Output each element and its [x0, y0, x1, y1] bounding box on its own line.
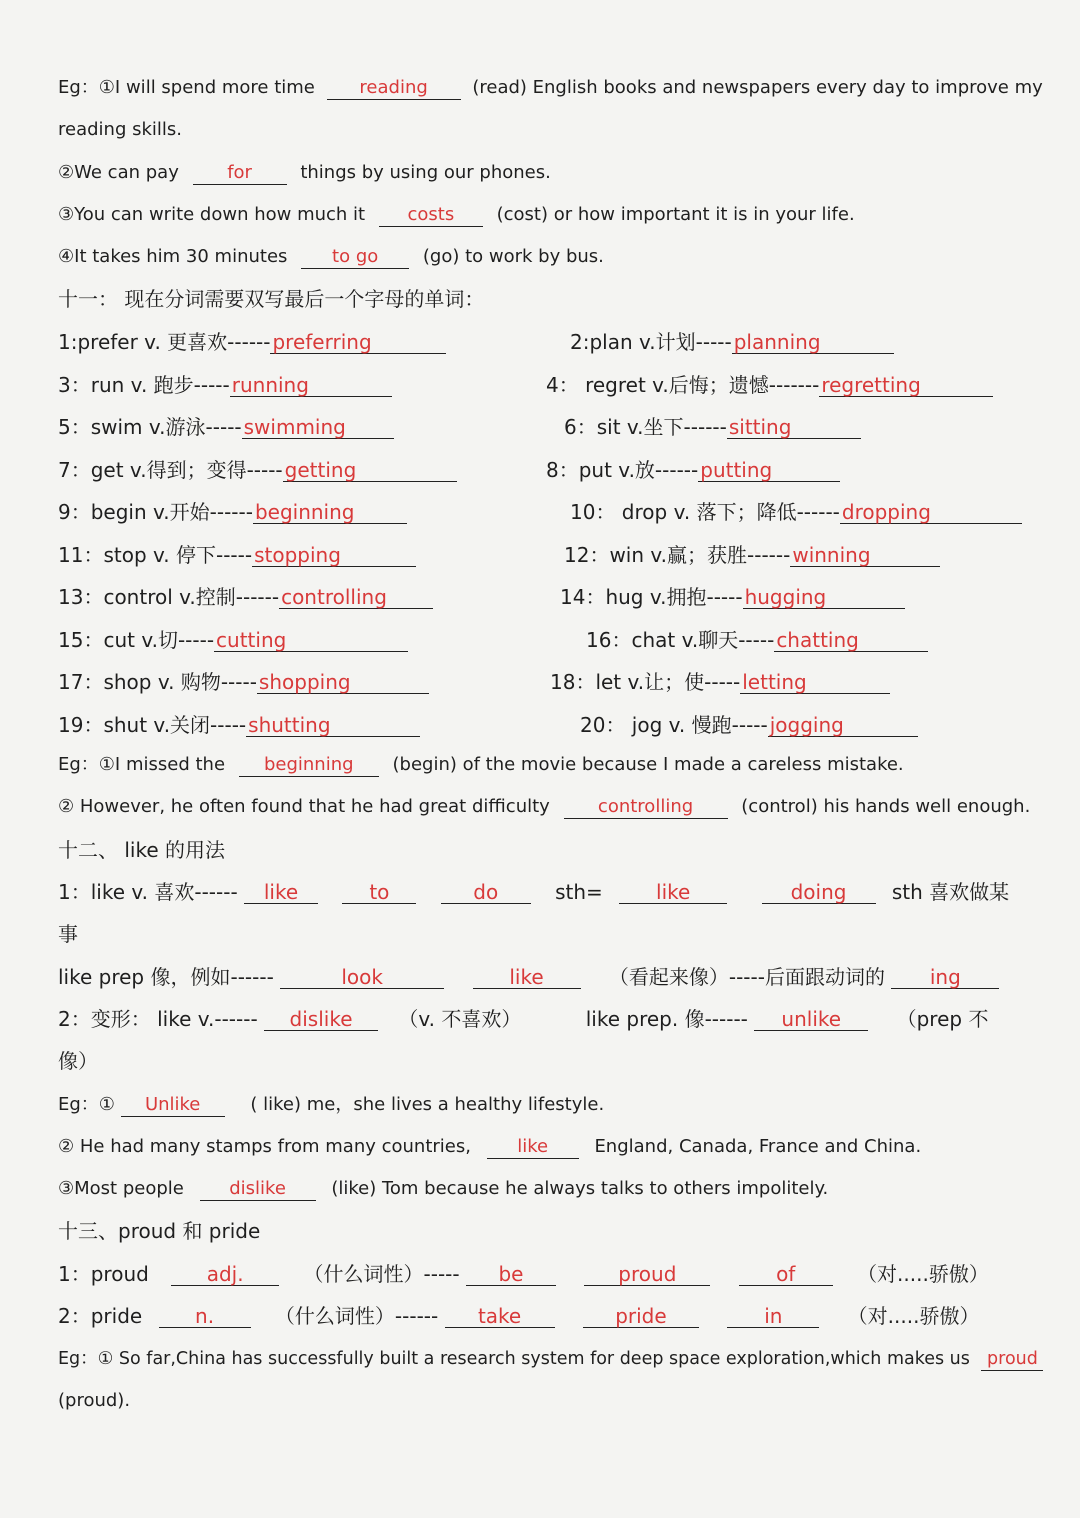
- word-entry: [570, 500, 1022, 524]
- word-entry: [58, 458, 457, 482]
- row-text: （对.....骄傲）: [847, 1304, 980, 1328]
- word-entry: [586, 628, 928, 652]
- sentence-text: Eg：① So far,China has successfully built a research system for deep space exploration,which makes us: [58, 1349, 970, 1369]
- word-label: 1:prefer v. 更喜欢------: [58, 330, 271, 354]
- word-entry: [560, 585, 905, 609]
- example-sentence: [58, 1093, 604, 1117]
- answer-blank: beginning: [253, 501, 407, 524]
- sentence-text: ④It takes him 30 minutes: [58, 246, 288, 267]
- answer-blank: jogging: [768, 714, 918, 737]
- word-entry: [564, 543, 940, 567]
- answer-blank: swimming: [242, 416, 394, 439]
- answer-blank: n.: [159, 1305, 251, 1328]
- word-entry: [58, 543, 416, 567]
- row-text: （什么词性）------: [274, 1304, 439, 1328]
- word-entry: [546, 458, 840, 482]
- answer-blank: cutting: [214, 629, 408, 652]
- sentence-text: (like) Tom because he always talks to others impolitely.: [331, 1178, 829, 1199]
- sentence-text: (cost) or how important it is in your life.: [496, 204, 855, 225]
- sentence-text: ② However, he often found that he had great difficulty: [58, 796, 550, 817]
- answer-blank: controlling: [279, 586, 433, 609]
- sentence-text: ②We can pay: [58, 162, 179, 183]
- answer-blank: unlike: [754, 1008, 868, 1031]
- word-entry: [564, 415, 861, 439]
- word-label: 5：swim v.游泳-----: [58, 415, 242, 439]
- answer-blank: in: [727, 1305, 819, 1328]
- row-label: 2：变形： like v.------: [58, 1007, 258, 1031]
- word-entry: [58, 670, 429, 694]
- answer-blank: ing: [891, 966, 999, 989]
- row-text: （看起来像）-----后面跟动词的: [608, 965, 885, 989]
- row-label: like prep. 像------: [585, 1007, 748, 1031]
- row-label: 1：proud: [58, 1262, 149, 1286]
- row-label: 1：like v. 喜欢------: [58, 880, 238, 904]
- sentence-text: Eg：①I missed the: [58, 754, 226, 775]
- word-label: 3：run v. 跑步-----: [58, 372, 230, 397]
- answer-blank: for: [193, 162, 287, 185]
- word-label: 18：let v.让；使-----: [550, 670, 741, 694]
- example-sentence: [58, 795, 1030, 819]
- answer-blank: look: [280, 966, 444, 989]
- section-heading: 十三、proud 和 pride: [58, 1219, 261, 1243]
- word-label: 11：stop v. 停下-----: [58, 542, 253, 567]
- answer-blank: hugging: [743, 586, 905, 609]
- answer-blank: stopping: [252, 544, 416, 567]
- answer-blank: regretting: [819, 374, 993, 397]
- answer-blank: shutting: [246, 714, 420, 737]
- word-label: 12：win v.赢；获胜------: [564, 542, 791, 567]
- sentence-text: ③Most people: [58, 1178, 184, 1199]
- answer-blank: adj.: [171, 1263, 279, 1286]
- word-entry: [58, 500, 407, 524]
- example-sentence: [58, 753, 904, 777]
- section-heading: 十二、 like 的用法: [58, 838, 226, 862]
- word-label: 4： regret v.后悔；遗憾-------: [546, 372, 820, 397]
- answer-blank: be: [466, 1263, 556, 1286]
- word-entry: [58, 330, 446, 354]
- example-sentence: [58, 76, 1043, 100]
- word-label: 2:plan v.计划-----: [570, 330, 732, 354]
- sentence-text: England, Canada, France and China.: [594, 1136, 922, 1157]
- word-entry: [58, 415, 394, 439]
- word-label: 7：get v.得到；变得-----: [58, 457, 283, 482]
- sentence-text: Eg：①I will spend more time: [58, 77, 315, 98]
- word-entry: [58, 373, 392, 397]
- section-heading: 十一： 现在分词需要双写最后一个字母的单词：: [58, 287, 485, 311]
- answer-blank: winning: [790, 544, 940, 567]
- word-entry: [58, 713, 420, 737]
- sentence-text: (control) his hands well enough.: [741, 796, 1031, 817]
- word-label: 8：put v.放------: [546, 457, 699, 482]
- row-continuation: 像）: [58, 1049, 98, 1073]
- answer-blank: like: [487, 1136, 579, 1159]
- answer-blank: like: [244, 881, 318, 904]
- answer-blank: doing: [762, 881, 876, 904]
- row-label: 2：pride: [58, 1304, 143, 1328]
- example-sentence: [58, 203, 855, 227]
- answer-blank: sitting: [727, 416, 861, 439]
- answer-blank: to: [342, 881, 416, 904]
- answer-blank: dislike: [200, 1178, 316, 1201]
- word-label: 13：control v.控制------: [58, 585, 280, 609]
- word-label: 19：shut v.关闭-----: [58, 712, 247, 737]
- answer-blank: getting: [283, 459, 457, 482]
- word-label: 15：cut v.切-----: [58, 627, 215, 652]
- answer-blank: of: [739, 1263, 833, 1286]
- answer-blank: running: [230, 374, 392, 397]
- answer-blank: beginning: [239, 754, 379, 777]
- example-sentence: [58, 1177, 828, 1201]
- word-entry: [570, 330, 894, 354]
- word-entry: [58, 585, 433, 609]
- row-text: （v. 不喜欢）: [398, 1007, 522, 1031]
- answer-blank: shopping: [257, 671, 429, 694]
- row-text: （对.....骄傲）: [857, 1262, 989, 1286]
- word-entry: [58, 628, 408, 652]
- example-sentence: [58, 1135, 921, 1159]
- word-label: 6：sit v.坐下------: [564, 415, 727, 439]
- answer-blank: to go: [301, 246, 409, 269]
- sentence-text: ③You can write down how much it: [58, 204, 366, 225]
- word-label: 20： jog v. 慢跑-----: [580, 712, 768, 737]
- word-label: 14：hug v.拥抱-----: [560, 585, 743, 609]
- word-label: 17：shop v. 购物-----: [58, 670, 257, 694]
- answer-blank: pride: [583, 1305, 699, 1328]
- word-label: 16：chat v.聊天-----: [586, 627, 775, 652]
- answer-blank: putting: [698, 459, 840, 482]
- sentence-continuation: (proud).: [58, 1390, 131, 1411]
- answer-blank: chatting: [774, 629, 928, 652]
- usage-row: [58, 965, 999, 989]
- word-label: 10： drop v. 落下；降低------: [570, 500, 840, 524]
- sentence-text: Eg：①: [58, 1094, 115, 1115]
- answer-blank: like: [473, 966, 581, 989]
- example-sentence: [58, 245, 604, 269]
- sentence-text: (read) English books and newspapers every day to improve my: [472, 77, 1043, 98]
- row-text: （prep 不: [896, 1007, 989, 1031]
- usage-row: [58, 1304, 979, 1328]
- row-text: sth 喜欢做某: [891, 880, 1010, 904]
- answer-blank: costs: [379, 204, 483, 227]
- answer-blank: controlling: [564, 796, 728, 819]
- answer-blank: letting: [740, 671, 890, 694]
- answer-blank: Unlike: [121, 1094, 225, 1117]
- usage-row: [58, 1262, 989, 1286]
- row-text: （什么词性）-----: [303, 1262, 460, 1286]
- word-label: 9：begin v.开始------: [58, 500, 253, 524]
- example-sentence: [58, 161, 551, 185]
- row-continuation: 事: [58, 922, 78, 946]
- row-text: sth=: [555, 880, 603, 904]
- word-entry: [580, 713, 918, 737]
- answer-blank: do: [441, 881, 531, 904]
- answer-blank: planning: [732, 331, 894, 354]
- sentence-text: (go) to work by bus.: [422, 246, 604, 267]
- usage-row: [58, 880, 1009, 904]
- answer-blank: dislike: [264, 1008, 378, 1031]
- answer-blank: reading: [327, 77, 461, 100]
- example-sentence: [58, 1347, 1043, 1371]
- sentence-text: ② He had many stamps from many countries,: [58, 1136, 471, 1157]
- sentence-text: ( like) me，she lives a healthy lifestyle.: [250, 1094, 605, 1115]
- usage-row: [58, 1007, 988, 1031]
- answer-blank: proud: [981, 1348, 1043, 1371]
- row-label: like prep 像，例如------: [58, 965, 274, 989]
- answer-blank: dropping: [840, 501, 1022, 524]
- answer-blank: proud: [584, 1263, 710, 1286]
- sentence-text: (begin) of the movie because I made a careless mistake.: [392, 754, 904, 775]
- word-entry: [546, 373, 993, 397]
- answer-blank: preferring: [270, 331, 446, 354]
- word-entry: [550, 670, 890, 694]
- sentence-continuation: reading skills.: [58, 119, 182, 140]
- answer-blank: like: [619, 881, 727, 904]
- sentence-text: things by using our phones.: [300, 162, 551, 183]
- answer-blank: take: [445, 1305, 555, 1328]
